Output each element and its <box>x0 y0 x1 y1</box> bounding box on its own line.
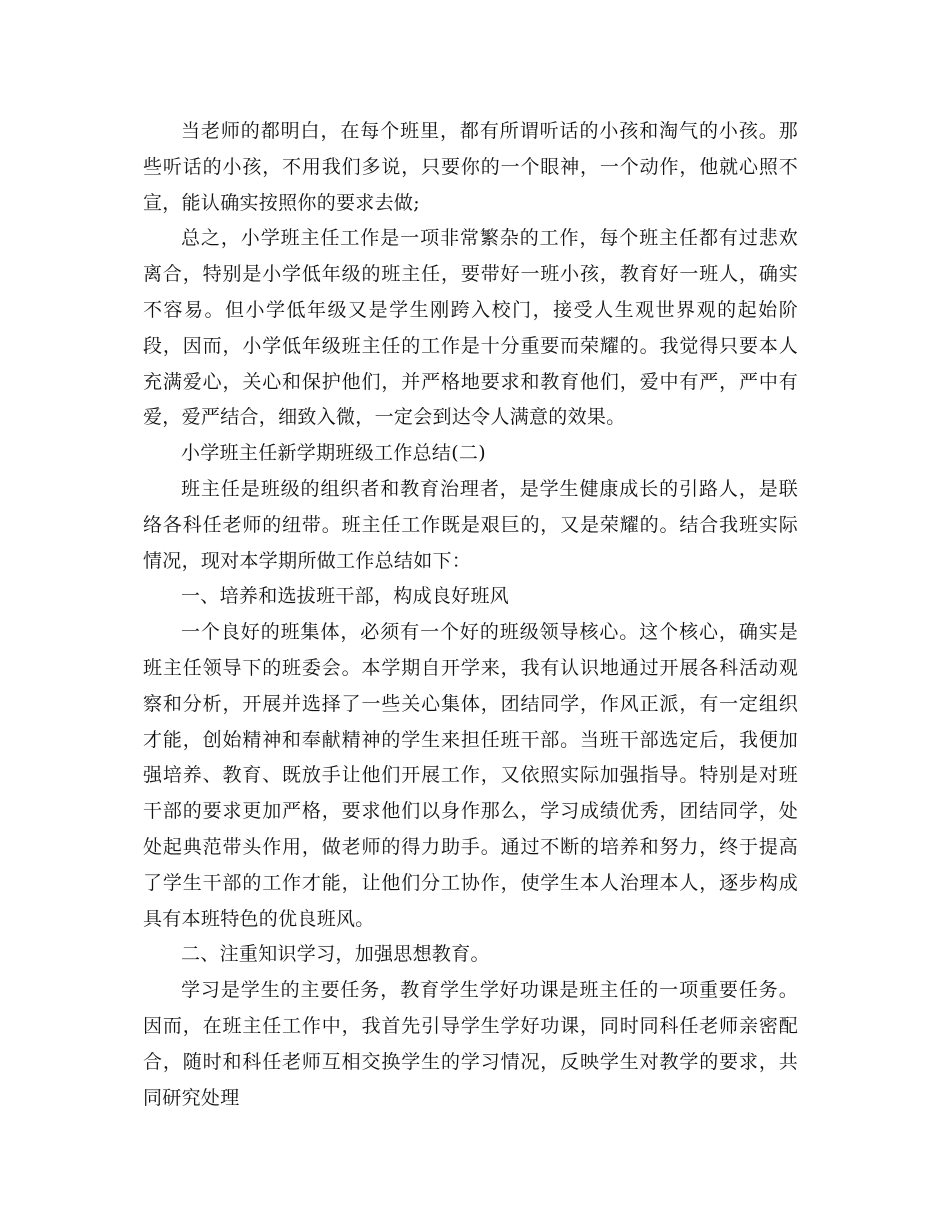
paragraph-listening-children: 当老师的都明白，在每个班里，都有所谓听话的小孩和淘气的小孩。那些听话的小孩，不用我们多说，只要你的一个眼神，一个动作，他就心照不宣，能认确实按照你的要求去做; <box>143 120 798 214</box>
paragraph-intro: 班主任是班级的组织者和教育治理者，是学生健康成长的引路人，是联络各科任老师的纽带。班主任工作既是艰巨的，又是荣耀的。结合我班实际情况，现对本学期所做工作总结如下： <box>143 477 798 572</box>
paragraph-study: 学习是学生的主要任务，教育学生学好功课是班主任的一项重要任务。因而，在班主任工作中，我首先引导学生学好功课，同时同科任老师亲密配合，随时和科任老师互相交换学生的学习情况，反映学生对教学的要求，共同研究处理 <box>143 979 798 1109</box>
heading-one: 一、培养和选拔班干部，构成良好班风 <box>181 585 510 608</box>
section-title: 小学班主任新学期班级工作总结(二) <box>181 442 486 465</box>
heading-two: 二、注重知识学习，加强思想教育。 <box>181 943 490 966</box>
paragraph-class-leaders: 一个良好的班集体，必须有一个好的班级领导核心。这个核心，确实是班主任领导下的班委会。本学期自开学来，我有认识地通过开展各科活动观察和分析，开展并选择了一些关心集体，团结同学，作风正派，有一定组织才能，创始精神和奉献精神的学生来担任班干部。当班干部选定后，我便加强培养、教育、既放手让他们开展工作，又依照实际加强指导。特别是对班干部的要求更加严格，要求他们以身作那么，学习成绩优秀，团结同学，处处起典范带头作用，做老师的得力助手。通过不断的培养和努力，终于提高了学生干部的工作才能，让他们分工协作，使学生本人治理本人，逐步构成具有本班特色的优良班风。 <box>143 621 798 930</box>
paragraph-summary: 总之，小学班主任工作是一项非常繁杂的工作，每个班主任都有过悲欢离合，特别是小学低年级的班主任，要带好一班小孩，教育好一班人，确实不容易。但小学低年级又是学生刚跨入校门，接受人生观世界观的起始阶段，因而，小学低年级班主任的工作是十分重要而荣耀的。我觉得只要本人充满爱心，关心和保护他们，并严格地要求和教育他们，爱中有严，严中有爱，爱严结合，细致入微，一定会到达令人满意的效果。 <box>143 227 798 429</box>
document-body <box>143 114 798 1116</box>
